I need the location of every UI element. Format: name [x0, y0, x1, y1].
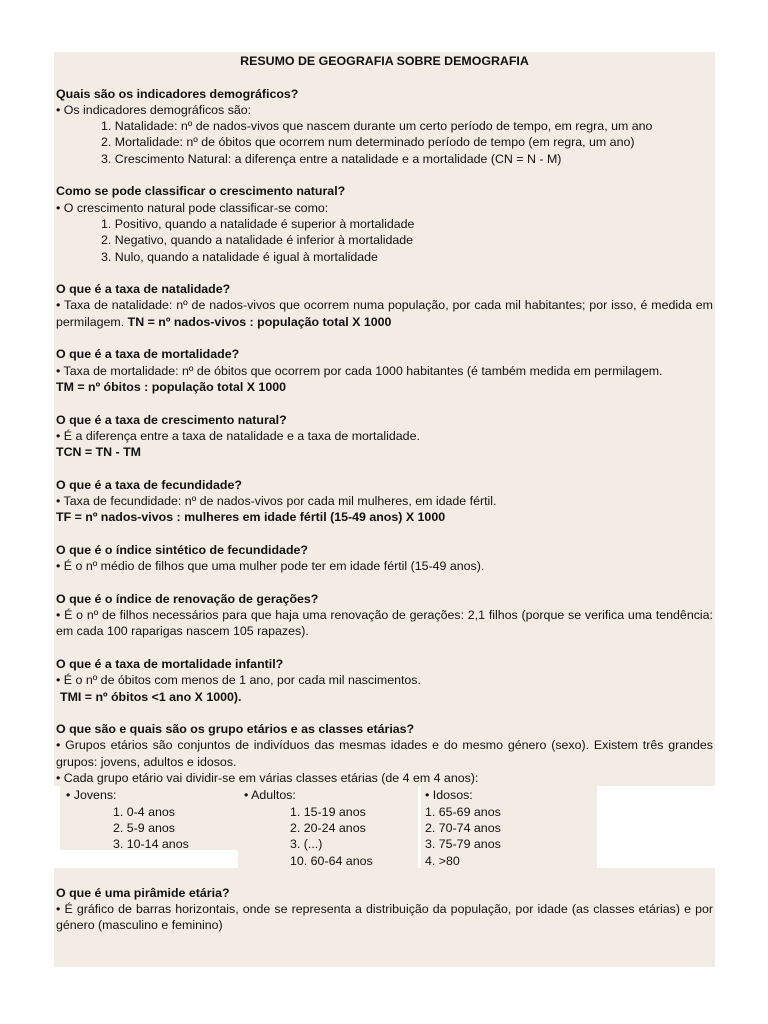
- list-item: 2. 20-24 anos: [290, 820, 366, 835]
- paragraph: • É o nº médio de filhos que uma mulher pode ter em idade fértil (15-49 anos).: [56, 559, 485, 574]
- paragraph-text: • Taxa de natalidade: nº de nados-vivos que ocorrem numa população, por cada mil habitantes; por isso, é medida em permilagem.: [56, 298, 713, 329]
- list-item: 4. >80: [425, 853, 460, 868]
- document-page: [54, 52, 715, 967]
- page-title: RESUMO DE GEOGRAFIA SOBRE DEMOGRAFIA: [240, 54, 529, 68]
- question-age-pyramid: O que é uma pirâmide etária?: [56, 885, 230, 900]
- list-item: 2. 70-74 anos: [425, 820, 501, 835]
- paragraph: • Os indicadores demográficos são:: [56, 102, 252, 117]
- list-item: 3. Nulo, quando a natalidade é igual à mortalidade: [101, 249, 378, 264]
- paragraph: [56, 297, 713, 330]
- list-item: 1. Natalidade: nº de nados-vivos que nascem durante um certo período de tempo, em regra, um ano: [101, 119, 653, 134]
- paragraph: • Cada grupo etário vai dividir-se em várias classes etárias (de 4 em 4 anos):: [56, 771, 479, 786]
- list-item: 2. 5-9 anos: [113, 820, 175, 835]
- list-item: 1. 15-19 anos: [290, 804, 366, 819]
- question-generation-renewal: O que é o índice de renovação de gerações?: [56, 591, 319, 606]
- age-groups-table: [54, 786, 715, 868]
- group-jovens: [60, 786, 240, 850]
- list-item: 2. Negativo, quando a natalidade é inferior à mortalidade: [101, 233, 414, 248]
- group-idosos: [421, 786, 597, 868]
- paragraph: • Taxa de mortalidade: nº de óbitos que ocorrem por cada 1000 habitantes (é também medida em permilagem.: [56, 363, 663, 378]
- paragraph: • Taxa de fecundidade: nº de nados-vivos por cada mil mulheres, em idade fértil.: [56, 494, 497, 509]
- list-item: 2. Mortalidade: nº de óbitos que ocorrem num determinado período de tempo (em regra, um ano): [101, 135, 635, 150]
- question-infant-mortality: O que é a taxa de mortalidade infantil?: [56, 656, 284, 671]
- paragraph: • É a diferença entre a taxa de natalidade e a taxa de mortalidade.: [56, 428, 420, 443]
- question-natural-growth: Como se pode classificar o crescimento natural?: [56, 184, 346, 199]
- question-mortality-rate: O que é a taxa de mortalidade?: [56, 347, 240, 362]
- list-item: 3. Crescimento Natural: a diferença entre a natalidade e a mortalidade (CN = N - M): [101, 151, 562, 166]
- paragraph: • É o nº de filhos necessários para que haja uma renovação de gerações: 2,1 filhos (porque se verifica uma tendência: em cada 100 raparigas nascem 105 rapazes).: [56, 608, 713, 639]
- group-title: • Adultos:: [244, 788, 296, 803]
- question-synthetic-fertility-index: O que é o índice sintético de fecundidade?: [56, 542, 308, 557]
- list-item: 1. 65-69 anos: [425, 804, 501, 819]
- question-demographic-indicators: Quais são os indicadores demográficos?: [56, 86, 299, 101]
- question-fertility-rate: O que é a taxa de fecundidade?: [56, 477, 242, 492]
- list-item: 3. 10-14 anos: [113, 837, 189, 852]
- paragraph: • Grupos etários são conjuntos de indivíduos das mesmas idades e do mesmo género (sexo). Existem três grandes grupos: jovens, adultos e idosos.: [56, 738, 713, 769]
- formula: TMI = nº óbitos <1 ano X 1000).: [60, 689, 242, 704]
- question-natural-growth-rate: O que é a taxa de crescimento natural?: [56, 412, 287, 427]
- formula: TCN = TN - TM: [56, 445, 142, 460]
- formula: TF = nº nados-vivos : mulheres em idade fértil (15-49 anos) X 1000: [56, 510, 446, 525]
- question-age-groups: O que são e quais são os grupo etários e as classes etárias?: [56, 722, 415, 737]
- paragraph: • O crescimento natural pode classificar-se como:: [56, 200, 329, 215]
- list-item: 3. 75-79 anos: [425, 837, 501, 852]
- group-adultos: [238, 786, 418, 868]
- formula: TM = nº óbitos : população total X 1000: [56, 379, 286, 394]
- question-birth-rate: O que é a taxa de natalidade?: [56, 282, 231, 297]
- paragraph: • É o nº de óbitos com menos de 1 ano, por cada mil nascimentos.: [56, 673, 421, 688]
- formula: TN = nº nados-vivos : população total X 1000: [127, 314, 392, 329]
- list-item: 10. 60-64 anos: [290, 853, 373, 868]
- list-item: 3. (...): [290, 837, 323, 852]
- paragraph: • É gráfico de barras horizontais, onde se representa a distribuição da população, por idade (as classes etárias) e por género (masculino e feminino): [56, 901, 713, 933]
- group-title: • Jovens:: [66, 788, 117, 803]
- list-item: 1. 0-4 anos: [113, 804, 175, 819]
- group-title: • Idosos:: [425, 788, 473, 803]
- list-item: 1. Positivo, quando a natalidade é superior à mortalidade: [101, 216, 415, 231]
